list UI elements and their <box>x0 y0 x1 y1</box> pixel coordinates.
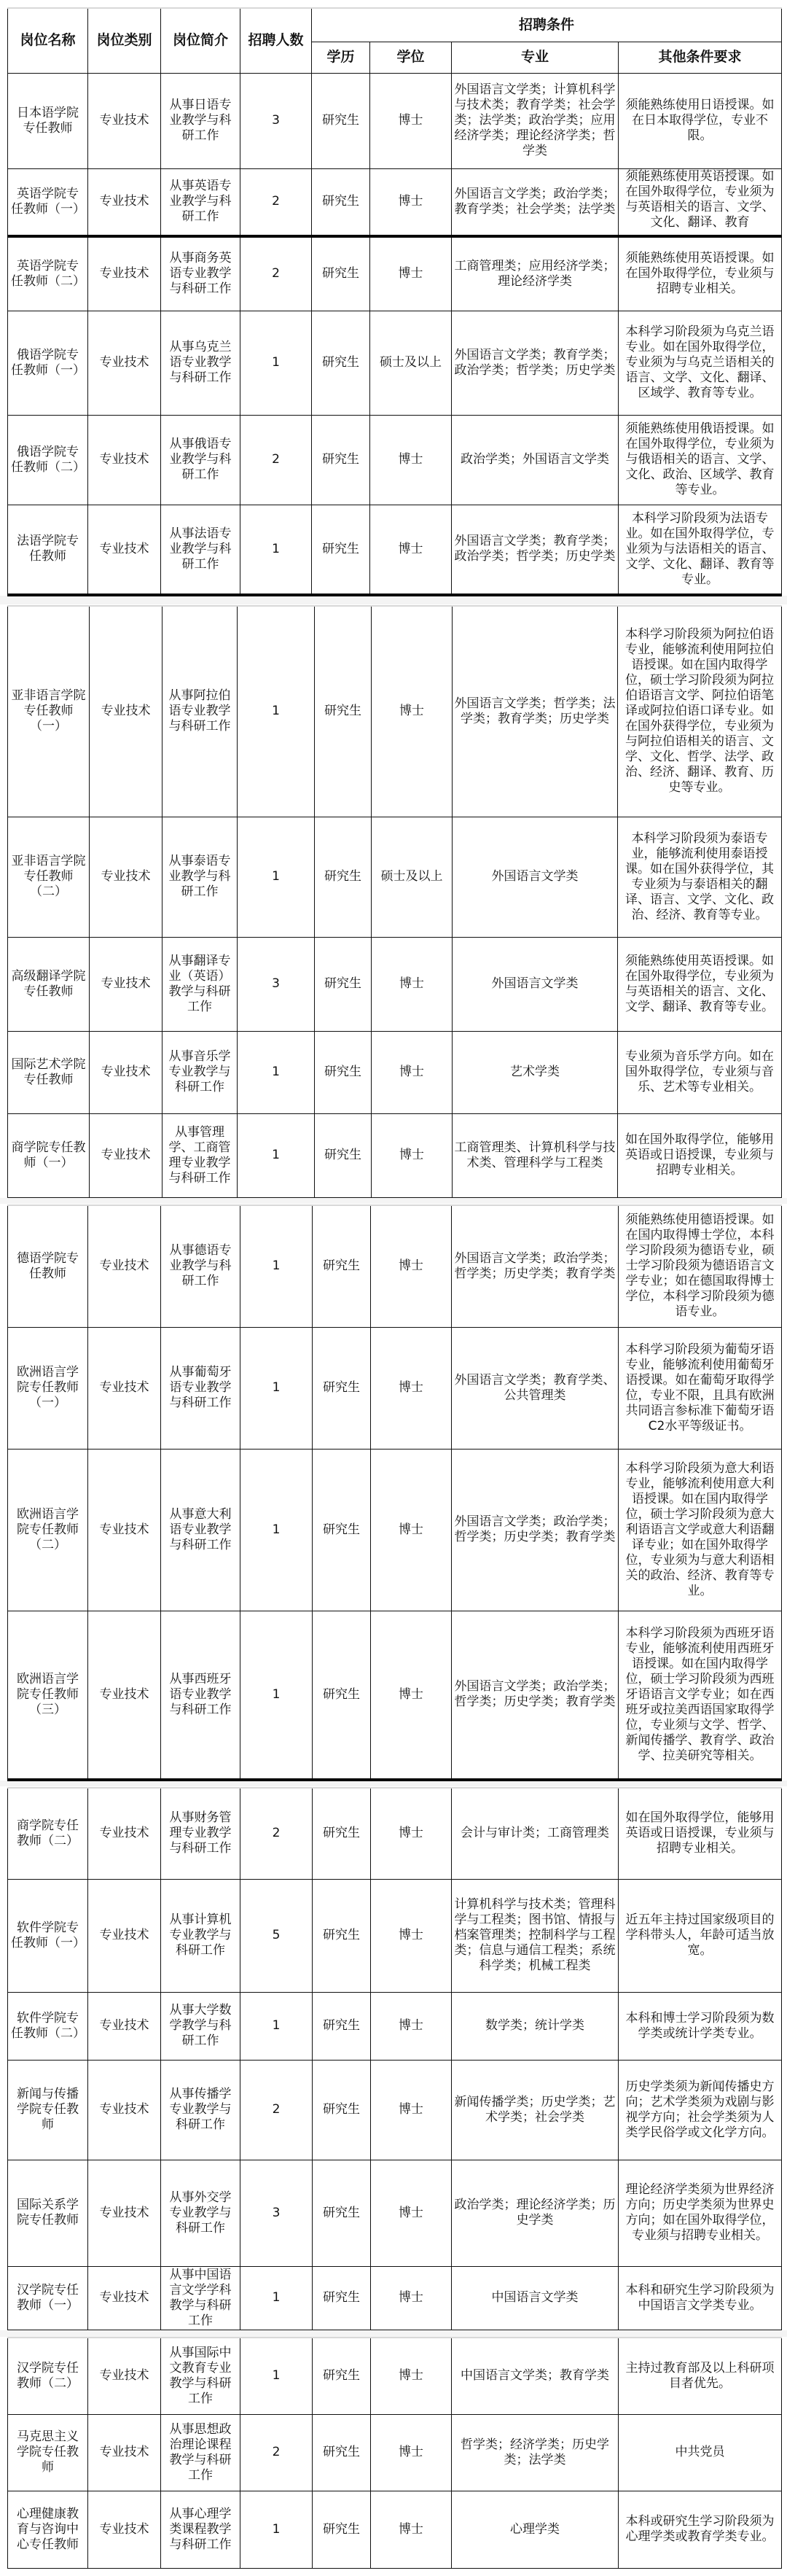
cell-degree: 博士 <box>371 1449 452 1611</box>
cell-position-intro: 从事西班牙语专业教学与科研工作 <box>161 1611 240 1780</box>
cell-major: 工商管理类、计算机科学与技术类、管理科学与工程类 <box>453 1113 618 1197</box>
cell-position-intro: 从事大学数学教学与科研工作 <box>161 1992 240 2060</box>
cell-education: 研究生 <box>312 236 370 311</box>
cell-position-intro: 从事思想政治理论课程教学与科研工作 <box>161 2414 240 2491</box>
recruitment-table <box>7 605 782 1198</box>
cell-education: 研究生 <box>313 2491 371 2568</box>
cell-position-type: 专业技术 <box>90 1113 163 1197</box>
cell-position-name: 俄语学院专任教师（二） <box>8 415 88 505</box>
cell-position-type: 专业技术 <box>88 236 161 311</box>
cell-position-type: 专业技术 <box>88 168 161 236</box>
table-row <box>8 1992 782 2060</box>
cell-other-requirements: 中共党员 <box>619 2414 782 2491</box>
cell-other-requirements: 如在国外取得学位，能够用英语或日语授课，专业须与招聘专业相关。 <box>619 1788 782 1879</box>
cell-position-name: 德语学院专任教师 <box>8 1205 88 1327</box>
cell-other-requirements: 本科学习阶段须为意大利语专业，能够流利使用意大利语授课。如在国内取得学位，硕士学习阶段须为意大利语语言文学或意大利语翻译专业；如在国外取得学位，专业须为与意大利语相关的政治、经济、教育等专业。 <box>619 1449 782 1611</box>
cell-education: 研究生 <box>313 1205 371 1327</box>
table-row <box>8 937 782 1031</box>
cell-headcount: 1 <box>240 311 312 415</box>
cell-degree: 博士 <box>371 1327 452 1449</box>
cell-position-type: 专业技术 <box>88 311 161 415</box>
cell-position-intro: 从事葡萄牙语专业教学与科研工作 <box>161 1327 240 1449</box>
cell-headcount: 2 <box>240 415 312 505</box>
table-row <box>8 236 782 311</box>
cell-degree: 博士 <box>370 168 452 236</box>
cell-other-requirements: 须能熟练使用日语授课。如在日本取得学位，专业不限。 <box>619 73 782 168</box>
cell-headcount: 2 <box>240 2060 313 2160</box>
section-gap <box>0 596 787 604</box>
cell-degree: 博士 <box>371 1879 452 1992</box>
table-row <box>8 1327 782 1449</box>
cell-degree: 博士 <box>371 2491 452 2568</box>
cell-position-name: 国际艺术学院专任教师 <box>8 1031 90 1113</box>
cell-education: 研究生 <box>313 1449 371 1611</box>
cell-position-intro: 从事日语专业教学与科研工作 <box>161 73 240 168</box>
cell-headcount: 3 <box>240 73 312 168</box>
cell-degree: 博士 <box>371 1788 452 1879</box>
recruitment-table <box>7 2337 782 2569</box>
cell-major: 外国语言文学类；政治学类；哲学类；历史学类；教育学类 <box>452 1449 619 1611</box>
cell-education: 研究生 <box>315 817 372 937</box>
cell-major: 外国语言文学类；政治学类；哲学类；历史学类；教育学类 <box>452 1611 619 1780</box>
cell-other-requirements: 如在国外取得学位，能够用英语或日语授课，专业须与招聘专业相关。 <box>618 1113 782 1197</box>
recruitment-table <box>7 1205 782 1781</box>
cell-headcount: 3 <box>240 2160 313 2266</box>
cell-position-name: 软件学院专任教师（一） <box>8 1879 88 1992</box>
cell-position-name: 日本语学院专任教师 <box>8 73 88 168</box>
table-row <box>8 2060 782 2160</box>
cell-education: 研究生 <box>315 1031 372 1113</box>
cell-position-type: 专业技术 <box>88 1992 161 2060</box>
table-row <box>8 1611 782 1780</box>
cell-headcount: 2 <box>240 2414 313 2491</box>
cell-other-requirements: 须能熟练使用英语授课。如在国外取得学位，专业须为与英语相关的语言、文学、文化、翻译、教育 <box>619 168 782 236</box>
cell-education: 研究生 <box>312 168 370 236</box>
cell-degree: 博士 <box>371 2414 452 2491</box>
cell-education: 研究生 <box>313 1327 371 1449</box>
cell-position-type: 专业技术 <box>88 1879 161 1992</box>
cell-position-type: 专业技术 <box>88 1327 161 1449</box>
cell-position-intro: 从事德语专业教学与科研工作 <box>161 1205 240 1327</box>
cell-degree: 博士 <box>371 1205 452 1327</box>
cell-major: 艺术学类 <box>453 1031 618 1113</box>
cell-position-type: 专业技术 <box>88 2414 161 2491</box>
cell-position-name: 心理健康教育与咨询中心专任教师 <box>8 2491 88 2568</box>
cell-education: 研究生 <box>312 311 370 415</box>
cell-position-intro: 从事计算机专业教学与科研工作 <box>161 1879 240 1992</box>
cell-headcount: 1 <box>238 817 315 937</box>
cell-position-intro: 从事俄语专业教学与科研工作 <box>161 415 240 505</box>
cell-headcount: 5 <box>240 1879 313 1992</box>
cell-position-intro: 从事阿拉伯语专业教学与科研工作 <box>163 606 238 817</box>
cell-position-intro: 从事心理学类课程教学与科研工作 <box>161 2491 240 2568</box>
cell-major: 政治学类；理论经济学类；历史学类 <box>452 2160 619 2266</box>
table-row <box>8 1879 782 1992</box>
cell-position-name: 亚非语言学院专任教师（一） <box>8 606 90 817</box>
cell-degree: 硕士及以上 <box>372 817 453 937</box>
cell-position-intro: 从事国际中文教育专业教学与科研工作 <box>161 2338 240 2414</box>
cell-education: 研究生 <box>313 2160 371 2266</box>
cell-headcount: 1 <box>240 2338 313 2414</box>
cell-position-type: 专业技术 <box>90 937 163 1031</box>
table-row <box>8 606 782 817</box>
cell-education: 研究生 <box>313 2060 371 2160</box>
cell-position-type: 专业技术 <box>88 2060 161 2160</box>
cell-position-intro: 从事中国语言文学学科教学与科研工作 <box>161 2266 240 2330</box>
cell-position-name: 欧洲语言学院专任教师（二） <box>8 1449 88 1611</box>
cell-headcount: 3 <box>238 937 315 1031</box>
cell-degree: 博士 <box>370 73 452 168</box>
cell-position-intro: 从事传播学专业教学与科研工作 <box>161 2060 240 2160</box>
cell-position-type: 专业技术 <box>88 415 161 505</box>
cell-position-type: 专业技术 <box>88 73 161 168</box>
header-position-intro: 岗位简介 <box>161 8 240 73</box>
cell-major: 中国语言文学类；教育学类 <box>452 2338 619 2414</box>
cell-other-requirements: 本科学习阶段须为泰语专业，能够流利使用泰语授课。如在国外获得学位，其专业须为与泰语相关的翻译、语言、文学、文化、政治、经济、教育等专业。 <box>618 817 782 937</box>
header-position-name: 岗位名称 <box>8 8 88 73</box>
table-row <box>8 1031 782 1113</box>
cell-education: 研究生 <box>313 2414 371 2491</box>
cell-position-intro: 从事翻译专业（英语）教学与科研工作 <box>163 937 238 1031</box>
recruitment-table-section-3 <box>7 1205 781 1781</box>
cell-position-type: 专业技术 <box>88 2338 161 2414</box>
cell-headcount: 2 <box>240 236 312 311</box>
cell-major: 外国语言文学类 <box>453 937 618 1031</box>
cell-position-name: 软件学院专任教师（二） <box>8 1992 88 2060</box>
header-degree: 学位 <box>370 42 452 73</box>
cell-other-requirements: 本科学习阶段须为葡萄牙语专业，能够流利使用葡萄牙语授课。如在葡萄牙取得学位，专业不限，且具有欧洲共同语言参标准下葡萄牙语C2水平等级证书。 <box>619 1327 782 1449</box>
cell-headcount: 1 <box>240 1205 313 1327</box>
cell-headcount: 1 <box>240 1449 313 1611</box>
cell-education: 研究生 <box>313 2266 371 2330</box>
cell-headcount: 1 <box>240 2266 313 2330</box>
table-row <box>8 1788 782 1879</box>
cell-position-name: 马克思主义学院专任教师 <box>8 2414 88 2491</box>
cell-degree: 博士 <box>370 505 452 595</box>
cell-degree: 博士 <box>372 937 453 1031</box>
cell-position-name: 亚非语言学院专任教师（二） <box>8 817 90 937</box>
cell-position-name: 欧洲语言学院专任教师（三） <box>8 1611 88 1780</box>
cell-position-type: 专业技术 <box>88 505 161 595</box>
cell-position-intro: 从事财务管理专业教学与科研工作 <box>161 1788 240 1879</box>
cell-degree: 博士 <box>371 1611 452 1780</box>
cell-major: 外国语言文学类；教育学类、公共管理类 <box>452 1327 619 1449</box>
cell-position-intro: 从事音乐学专业教学与科研工作 <box>163 1031 238 1113</box>
cell-education: 研究生 <box>312 73 370 168</box>
cell-position-type: 专业技术 <box>90 817 163 937</box>
table-row <box>8 2160 782 2266</box>
cell-position-intro: 从事意大利语专业教学与科研工作 <box>161 1449 240 1611</box>
cell-position-type: 专业技术 <box>90 1031 163 1113</box>
cell-headcount: 1 <box>240 1611 313 1780</box>
cell-other-requirements: 本科学习阶段须为法语专业。如在国外取得学位，专业须为与法语相关的语言、文学、文化、翻译、教育等专业。 <box>619 505 782 595</box>
cell-headcount: 1 <box>240 2491 313 2568</box>
cell-education: 研究生 <box>313 1879 371 1992</box>
cell-degree: 博士 <box>371 2266 452 2330</box>
cell-other-requirements: 本科和研究生学习阶段须为中国语言文学类专业。 <box>619 2266 782 2330</box>
cell-position-intro: 从事英语专业教学与科研工作 <box>161 168 240 236</box>
table-row <box>8 168 782 236</box>
cell-education: 研究生 <box>313 1992 371 2060</box>
header-other: 其他条件要求 <box>619 42 782 73</box>
cell-position-type: 专业技术 <box>88 1788 161 1879</box>
cell-major: 工商管理类；应用经济学类；理论经济学类 <box>452 236 619 311</box>
cell-major: 外国语言文学类；教育学类；政治学类；哲学类；历史学类 <box>452 311 619 415</box>
cell-position-name: 英语学院专任教师（二） <box>8 236 88 311</box>
cell-other-requirements: 须能熟练使用英语授课。如在国外取得学位，专业须为与英语相关的语言、文化、文学、翻译、教育等专业。 <box>618 937 782 1031</box>
cell-major: 外国语言文学类；政治学类；教育学类；社会学类；法学类 <box>452 168 619 236</box>
cell-education: 研究生 <box>313 1788 371 1879</box>
cell-degree: 硕士及以上 <box>370 311 452 415</box>
cell-education: 研究生 <box>315 937 372 1031</box>
table-row <box>8 311 782 415</box>
table-row <box>8 2266 782 2330</box>
cell-degree: 博士 <box>372 1113 453 1197</box>
cell-other-requirements: 主持过教育部及以上科研项目者优先。 <box>619 2338 782 2414</box>
cell-major: 中国语言文学类 <box>452 2266 619 2330</box>
cell-degree: 博士 <box>372 606 453 817</box>
table-row <box>8 1113 782 1197</box>
cell-education: 研究生 <box>313 2338 371 2414</box>
cell-position-name: 国际关系学院专任教师 <box>8 2160 88 2266</box>
cell-position-intro: 从事泰语专业教学与科研工作 <box>163 817 238 937</box>
cell-other-requirements: 本科学习阶段须为西班牙语专业，能够流利使用西班牙语授课。如在国内取得学位，硕士学习阶段须为西班牙语语言文学专业；如在西班牙或拉美西语国家取得学位，专业须与文学、哲学、新闻传播学、教育学、政治学、拉美研究等相关。 <box>619 1611 782 1780</box>
cell-degree: 博士 <box>370 236 452 311</box>
cell-headcount: 1 <box>240 505 312 595</box>
cell-major: 外国语言文学类；政治学类；哲学类；历史学类；教育学类 <box>452 1205 619 1327</box>
table-row <box>8 415 782 505</box>
cell-major: 外国语言文学类；计算机科学与技术类；教育学类；社会学类；法学类；政治学类；应用经济学类；理论经济学类；哲学类 <box>452 73 619 168</box>
cell-major: 政治学类；外国语言文学类 <box>452 415 619 505</box>
recruitment-table-section-5 <box>7 2337 781 2569</box>
cell-position-name: 汉学院专任教师（一） <box>8 2266 88 2330</box>
cell-other-requirements: 本科和博士学习阶段须为数学类或统计学类专业。 <box>619 1992 782 2060</box>
cell-headcount: 2 <box>240 168 312 236</box>
section-gap <box>0 1198 787 1204</box>
header-position-type: 岗位类别 <box>88 8 161 73</box>
header-conditions: 招聘条件 <box>312 8 782 42</box>
cell-major: 外国语言文学类；哲学类；法学类；教育学类；历史学类 <box>453 606 618 817</box>
recruitment-table-section-1 <box>7 7 781 596</box>
cell-position-type: 专业技术 <box>88 1449 161 1611</box>
cell-other-requirements: 本科或研究生学习阶段须为心理学类或教育学类专业。 <box>619 2491 782 2568</box>
recruitment-table <box>7 1787 782 2330</box>
cell-major: 心理学类 <box>452 2491 619 2568</box>
cell-education: 研究生 <box>312 505 370 595</box>
cell-position-name: 高级翻译学院专任教师 <box>8 937 90 1031</box>
header-major: 专业 <box>452 42 619 73</box>
cell-degree: 博士 <box>371 1992 452 2060</box>
cell-position-name: 法语学院专任教师 <box>8 505 88 595</box>
cell-degree: 博士 <box>372 1031 453 1113</box>
cell-position-intro: 从事外交学专业教学与科研工作 <box>161 2160 240 2266</box>
cell-position-intro: 从事商务英语专业教学与科研工作 <box>161 236 240 311</box>
section-gap <box>0 2330 787 2337</box>
cell-degree: 博士 <box>371 2338 452 2414</box>
cell-degree: 博士 <box>371 2060 452 2160</box>
cell-position-name: 俄语学院专任教师（一） <box>8 311 88 415</box>
cell-position-name: 英语学院专任教师（一） <box>8 168 88 236</box>
recruitment-table-section-2 <box>7 605 781 1198</box>
table-row <box>8 73 782 168</box>
cell-other-requirements: 专业须为音乐学方向。如在国外取得学位，专业须与音乐、艺术等专业相关。 <box>618 1031 782 1113</box>
table-row <box>8 1205 782 1327</box>
cell-position-name: 欧洲语言学院专任教师（一） <box>8 1327 88 1449</box>
cell-major: 会计与审计类；工商管理类 <box>452 1788 619 1879</box>
cell-position-type: 专业技术 <box>90 606 163 817</box>
header-education: 学历 <box>312 42 370 73</box>
cell-headcount: 1 <box>238 606 315 817</box>
cell-education: 研究生 <box>315 1113 372 1197</box>
table-row <box>8 2338 782 2414</box>
cell-degree: 博士 <box>371 2160 452 2266</box>
cell-headcount: 1 <box>238 1031 315 1113</box>
table-row <box>8 2414 782 2491</box>
cell-major: 计算机科学与技术类；管理科学与工程类；图书馆、情报与档案管理类；控制科学与工程类；信息与通信工程类；系统科学类；机械工程类 <box>452 1879 619 1992</box>
cell-major: 哲学类；经济学类；历史学类；法学类 <box>452 2414 619 2491</box>
cell-education: 研究生 <box>315 606 372 817</box>
cell-headcount: 2 <box>240 1788 313 1879</box>
cell-position-name: 商学院专任教师（二） <box>8 1788 88 1879</box>
cell-other-requirements: 本科学习阶段须为乌克兰语专业。如在国外取得学位，专业须为与乌克兰语相关的语言、文学、文化、翻译、区域学、教育等专业。 <box>619 311 782 415</box>
table-row <box>8 1449 782 1611</box>
cell-other-requirements: 本科学习阶段须为阿拉伯语专业，能够流利使用阿拉伯语授课。如在国内取得学位，硕士学习阶段须为阿拉伯语语言文学、阿拉伯语笔译或阿拉伯语口译专业。如在国外获得学位，专业须为与阿拉伯语相关的语言、文学、文化、哲学、法学、政治、经济、翻译、教育、历史等专业。 <box>618 606 782 817</box>
cell-major: 新闻传播学类；历史学类；艺术学类；社会学类 <box>452 2060 619 2160</box>
cell-headcount: 1 <box>240 1327 313 1449</box>
cell-education: 研究生 <box>313 1611 371 1780</box>
cell-major: 数学类；统计学类 <box>452 1992 619 2060</box>
cell-position-type: 专业技术 <box>88 2160 161 2266</box>
section-gap <box>0 1781 787 1786</box>
cell-position-type: 专业技术 <box>88 1205 161 1327</box>
recruitment-table-section-4 <box>7 1787 781 2330</box>
cell-position-type: 专业技术 <box>88 1611 161 1780</box>
cell-other-requirements: 理论经济学类须为世界经济方向；历史学类须为世界史方向；如在国外取得学位，专业须与招聘专业相关。 <box>619 2160 782 2266</box>
table-row <box>8 2491 782 2568</box>
cell-major: 外国语言文学类 <box>453 817 618 937</box>
cell-position-name: 新闻与传播学院专任教师 <box>8 2060 88 2160</box>
cell-position-intro: 从事法语专业教学与科研工作 <box>161 505 240 595</box>
cell-degree: 博士 <box>370 415 452 505</box>
cell-other-requirements: 须能熟练使用俄语授课。如在国外取得学位，专业须为与俄语相关的语言、文学、文化、政治、区域学、教育等专业。 <box>619 415 782 505</box>
header-headcount: 招聘人数 <box>240 8 312 73</box>
cell-position-type: 专业技术 <box>88 2491 161 2568</box>
cell-position-name: 商学院专任教师（一） <box>8 1113 90 1197</box>
cell-other-requirements: 近五年主持过国家级项目的学科带头人，年龄可适当放宽。 <box>619 1879 782 1992</box>
cell-other-requirements: 须能熟练使用德语授课。如在国内取得博士学位，本科学习阶段须为德语专业，硕士学习阶段须为德语语言文学专业；如在德国取得博士学位，本科学习阶段须为德语专业。 <box>619 1205 782 1327</box>
cell-other-requirements: 须能熟练使用英语授课。如在国外取得学位，专业须与招聘专业相关。 <box>619 236 782 311</box>
cell-major: 外国语言文学类；教育学类；政治学类；哲学类；历史学类 <box>452 505 619 595</box>
cell-headcount: 1 <box>238 1113 315 1197</box>
cell-other-requirements: 历史学类须为新闻传播史方向；艺术学类须为戏剧与影视学方向；社会学类须为人类学民俗学或文化学方向。 <box>619 2060 782 2160</box>
table-row <box>8 817 782 937</box>
recruitment-table <box>7 7 782 596</box>
table-row <box>8 505 782 595</box>
cell-position-intro: 从事乌克兰语专业教学与科研工作 <box>161 311 240 415</box>
cell-position-intro: 从事管理学、工商管理专业教学与科研工作 <box>163 1113 238 1197</box>
cell-position-type: 专业技术 <box>88 2266 161 2330</box>
cell-education: 研究生 <box>312 415 370 505</box>
cell-headcount: 1 <box>240 1992 313 2060</box>
cell-position-name: 汉学院专任教师（二） <box>8 2338 88 2414</box>
